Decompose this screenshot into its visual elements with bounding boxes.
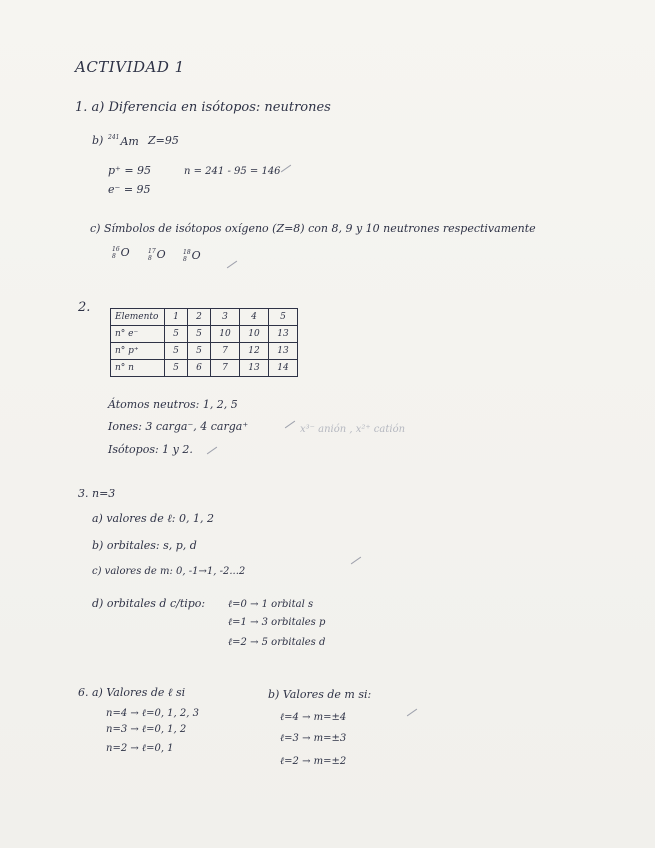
table-cell: 7 <box>211 343 240 360</box>
q1-b-protons: p⁺ = 95 <box>108 164 152 177</box>
q3-d-line-1: ℓ=0 → 1 orbital s <box>228 599 314 610</box>
o18-mass: 18 <box>183 249 191 256</box>
q3-label: 3. n=3 <box>78 487 116 500</box>
table-cell: 5 <box>188 343 211 360</box>
o17-symbol: O <box>156 248 166 261</box>
q6-a-line-2: n=3 → ℓ=0, 1, 2 <box>106 724 187 735</box>
table-cell: 5 <box>269 309 298 326</box>
q6-a-line-3: n=2 → ℓ=0, 1 <box>106 743 174 754</box>
table-cell: 13 <box>269 343 298 360</box>
check-mark <box>285 421 295 429</box>
table-cell: n° p⁺ <box>111 343 165 360</box>
table-row <box>111 309 298 326</box>
q1-c-isotope-o18 <box>183 249 201 263</box>
q1-b-z: Z=95 <box>148 134 179 147</box>
table-cell: 4 <box>240 309 269 326</box>
q2-label: 2. <box>78 300 91 315</box>
q1-c-isotope-o16 <box>112 246 130 260</box>
table-cell: 7 <box>211 360 240 377</box>
o16-z: 8 <box>112 253 116 260</box>
q6-a-line-1: n=4 → ℓ=0, 1, 2, 3 <box>106 708 199 719</box>
table-cell: 14 <box>269 360 298 377</box>
table-cell: 13 <box>269 326 298 343</box>
q3-d: d) orbitales d c/tipo: <box>92 597 206 610</box>
o18-symbol: O <box>191 249 201 262</box>
q2-atomos: Átomos neutros: 1, 2, 5 <box>108 398 238 411</box>
table-cell: 13 <box>240 360 269 377</box>
q1-b-symbol: Am <box>120 135 139 148</box>
check-mark <box>281 165 291 173</box>
table-cell: 5 <box>165 326 188 343</box>
q3-d-line-2: ℓ=1 → 3 orbitales p <box>228 617 326 628</box>
q6-b-line-1: ℓ=4 → m=±4 <box>280 712 347 723</box>
page-title: ACTIVIDAD 1 <box>75 58 185 76</box>
q6-b-line-2: ℓ=3 → m=±3 <box>280 733 347 744</box>
q3-d-line-3: ℓ=2 → 5 orbitales d <box>228 637 326 648</box>
q6-a: 6. a) Valores de ℓ si <box>78 686 186 699</box>
q1-c-text: c) Símbolos de isótopos oxígeno (Z=8) con 8, 9 y 10 neutrones respectivamente <box>90 222 536 235</box>
q2-iones: Iones: 3 carga⁻, 4 carga⁺ <box>108 420 249 433</box>
check-mark <box>351 557 361 565</box>
table-cell: 3 <box>211 309 240 326</box>
q3-b: b) orbitales: s, p, d <box>92 539 197 552</box>
table-cell: n° e⁻ <box>111 326 165 343</box>
table-cell: 12 <box>240 343 269 360</box>
q1-a-text: 1. a) Diferencia en isótopos: neutrones <box>75 100 331 115</box>
table-cell: 10 <box>240 326 269 343</box>
q3-a: a) valores de ℓ: 0, 1, 2 <box>92 512 214 525</box>
q1-b-neutrons: n = 241 - 95 = 146 <box>184 166 281 177</box>
q6-b-line-3: ℓ=2 → m=±2 <box>280 756 347 767</box>
o16-mass: 16 <box>112 246 120 253</box>
check-mark <box>227 261 237 269</box>
table-cell: Elemento <box>111 309 165 326</box>
check-mark <box>407 709 417 717</box>
table-row <box>111 343 298 360</box>
q1-b-electrons: e⁻ = 95 <box>108 183 151 196</box>
q3-c: c) valores de m: 0, -1→1, -2...2 <box>92 566 246 577</box>
table-cell: n° n <box>111 360 165 377</box>
table-cell: 5 <box>188 326 211 343</box>
o17-mass: 17 <box>148 248 156 255</box>
table-cell: 1 <box>165 309 188 326</box>
q1-c-isotope-o17 <box>148 248 166 262</box>
q1-b-isotope <box>108 134 139 148</box>
particles-table <box>110 308 298 377</box>
check-mark <box>207 447 217 455</box>
o18-z: 8 <box>183 256 187 263</box>
q6-b: b) Valores de m si: <box>268 688 372 701</box>
o16-symbol: O <box>120 246 130 259</box>
table-row <box>111 326 298 343</box>
table-cell: 10 <box>211 326 240 343</box>
q2-isotopos: Isótopos: 1 y 2. <box>108 443 193 456</box>
table-cell: 5 <box>165 343 188 360</box>
table-row <box>111 360 298 377</box>
q1-b-mass: 241 <box>108 134 120 141</box>
o17-z: 8 <box>148 255 152 262</box>
table-cell: 5 <box>165 360 188 377</box>
table-cell: 2 <box>188 309 211 326</box>
q2-iones-note: x³⁻ anión , x²⁺ catión <box>300 424 406 435</box>
q1-b-label: b) <box>92 134 104 147</box>
table-cell: 6 <box>188 360 211 377</box>
